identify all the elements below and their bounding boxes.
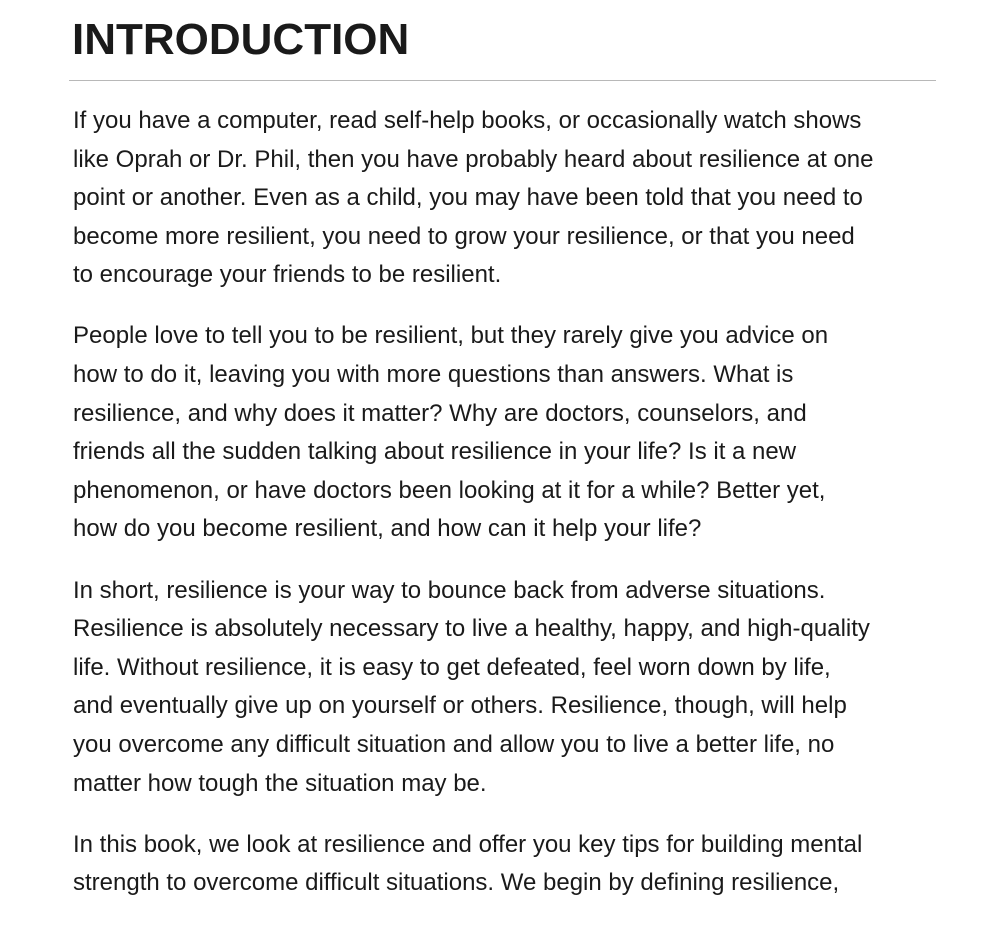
paragraph — [73, 317, 953, 549]
text-line: you overcome any difficult situation and allow you to live a better life, no — [73, 730, 835, 758]
text-line: In this book, we look at resilience and offer you key tips for building mental — [73, 830, 863, 858]
chapter-body — [73, 102, 953, 925]
text-line: strength to overcome difficult situations. We begin by defining resilience, — [73, 869, 840, 897]
text-line: become more resilient, you need to grow your resilience, or that you need — [73, 222, 855, 250]
paragraph — [73, 826, 953, 903]
text-line: life. Without resilience, it is easy to get defeated, feel worn down by life, — [73, 653, 831, 681]
text-line: matter how tough the situation may be. — [73, 769, 487, 797]
paragraph — [73, 572, 953, 804]
text-line: friends all the sudden talking about resilience in your life? Is it a new — [73, 438, 797, 466]
paragraph — [73, 102, 953, 295]
text-line: phenomenon, or have doctors been looking at it for a while? Better yet, — [73, 476, 826, 504]
heading-divider — [69, 80, 936, 81]
text-line: and eventually give up on yourself or others. Resilience, though, will help — [73, 692, 847, 720]
text-line: Resilience is absolutely necessary to live a healthy, happy, and high-quality — [73, 615, 870, 643]
text-line: point or another. Even as a child, you may have been told that you need to — [73, 184, 863, 212]
text-line: resilience, and why does it matter? Why are doctors, counselors, and — [73, 399, 807, 427]
text-line: like Oprah or Dr. Phil, then you have probably heard about resilience at one — [73, 145, 874, 173]
text-line: If you have a computer, read self-help books, or occasionally watch shows — [73, 107, 862, 134]
text-line: In short, resilience is your way to bounce back from adverse situations. — [73, 576, 826, 604]
text-line: to encourage your friends to be resilient. — [73, 261, 502, 289]
chapter-heading: INTRODUCTION — [72, 15, 410, 64]
text-line: People love to tell you to be resilient, but they rarely give you advice on — [73, 322, 829, 350]
text-line: how to do it, leaving you with more questions than answers. What is — [73, 361, 794, 389]
text-line: how do you become resilient, and how can it help your life? — [73, 515, 702, 543]
